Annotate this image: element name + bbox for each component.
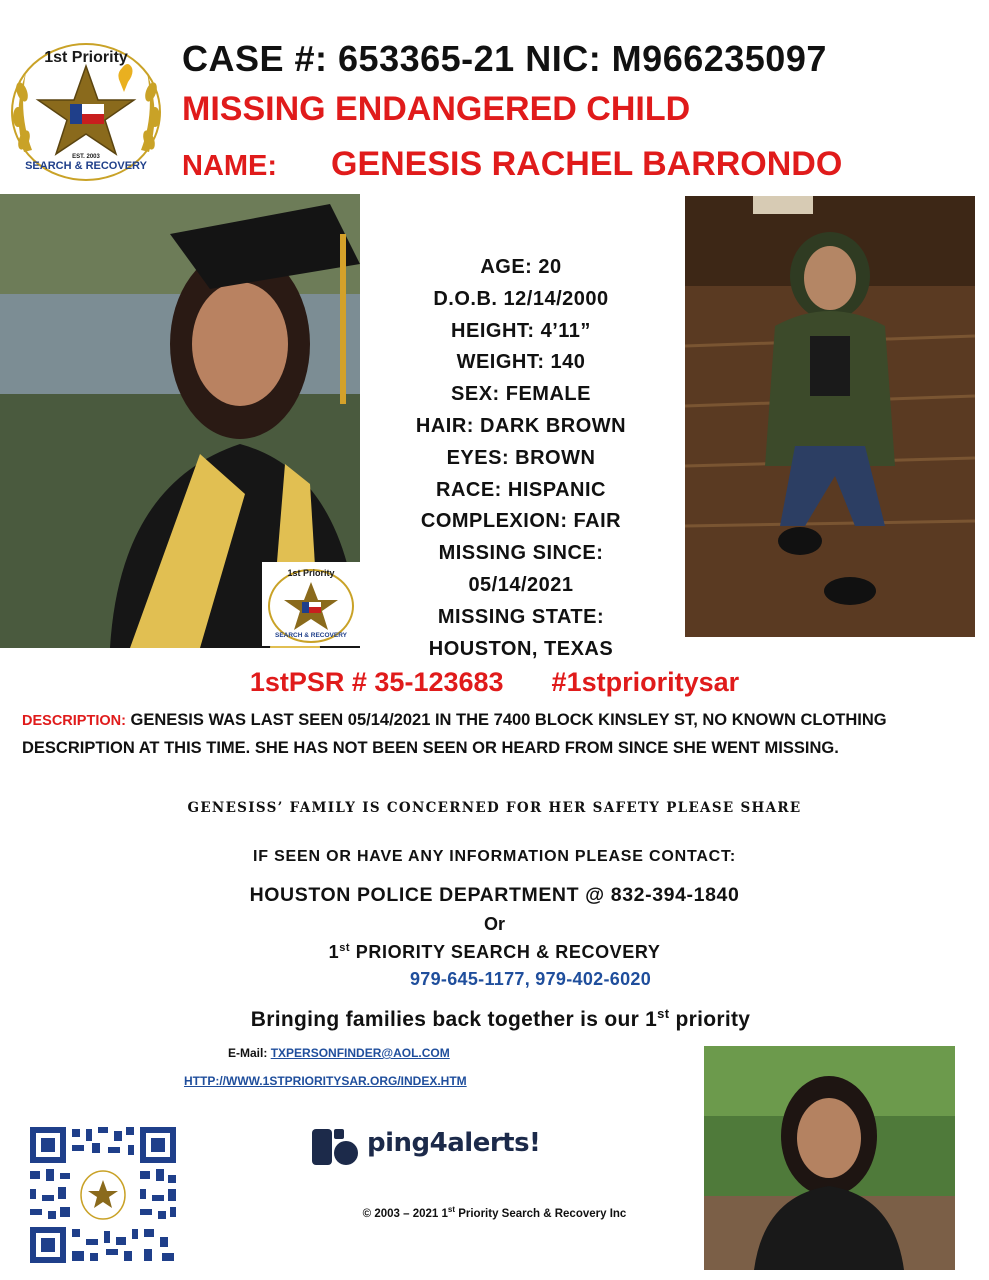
website-link[interactable]: HTTP://WWW.1STPRIORITYSAR.ORG/INDEX.HTM	[184, 1074, 467, 1088]
stat-height: HEIGHT: 4’11”	[451, 319, 591, 342]
contact-header: IF SEEN OR HAVE ANY INFORMATION PLEASE CONTACT:	[253, 848, 736, 865]
logo-est-text: EST. 2003	[72, 154, 100, 160]
case-number: CASE #: 653365-21 NIC: M966235097	[182, 38, 827, 79]
qr-code[interactable]	[28, 1125, 178, 1265]
description-text: GENESIS WAS LAST SEEN 05/14/2021 IN THE 7400 BLOCK KINSLEY ST, NO KNOWN CLOTHING DESCRIPTION AT THIS TIME. SHE HAS NOT BEEN SEEN OR HEARD FROM SINCE SHE WENT MISSING.	[22, 711, 887, 757]
email-link[interactable]: TXPERSONFINDER@AOL.COM	[270, 1046, 450, 1060]
org-name: PRIORITY SEARCH & RECOVERY	[350, 942, 661, 962]
stat-sex: SEX: FEMALE	[451, 383, 591, 406]
priority-logo	[4, 32, 169, 187]
description-label: DESCRIPTION:	[22, 713, 126, 729]
copyright-pre: © 2003 – 2021 1	[362, 1207, 448, 1220]
watermark-top-text: 1st Priority	[287, 568, 335, 578]
stat-missing-since-label: MISSING SINCE:	[438, 542, 604, 565]
email-line	[228, 1046, 450, 1060]
org-prefix: 1	[328, 942, 340, 962]
stat-eyes: EYES: BROWN	[446, 446, 596, 469]
psr-number: 1stPSR # 35-123683	[249, 667, 504, 697]
tagline-sup: st	[657, 1006, 670, 1021]
stat-hair: HAIR: DARK BROWN	[415, 414, 627, 437]
stat-missing-since-date: 05/14/2021	[468, 573, 574, 596]
stat-missing-state: HOUSTON, TEXAS	[428, 637, 614, 660]
hooded-jacket-photo	[685, 196, 975, 637]
copyright-sup: st	[447, 1205, 456, 1214]
org-sup: st	[339, 942, 351, 954]
logo-bottom-text: SEARCH & RECOVERY	[25, 160, 147, 172]
hashtag: #1stprioritysar	[551, 667, 740, 697]
ping4alerts-text: ping4alerts!	[367, 1128, 541, 1158]
or-text: Or	[483, 914, 505, 934]
tagline	[0, 1006, 989, 1032]
tagline-pre: Bringing families back together is our 1	[250, 1008, 658, 1031]
org-contact	[0, 942, 989, 963]
ribbon-icon	[118, 64, 132, 92]
logo-top-text: 1st Priority	[44, 49, 128, 66]
copyright-post: Priority Search & Recovery Inc	[455, 1207, 627, 1220]
stat-dob: D.O.B. 12/14/2000	[433, 287, 609, 310]
name-label: NAME:	[182, 150, 278, 182]
org-phones: 979-645-1177, 979-402-6020	[410, 969, 651, 989]
family-concern-text: GENESISS’ FAMILY IS CONCERNED FOR HER SAFETY PLEASE SHARE	[187, 800, 802, 816]
stat-age: AGE: 20	[480, 256, 562, 278]
description	[22, 707, 977, 762]
outdoor-photo	[704, 1046, 955, 1270]
stat-complexion: COMPLEXION: FAIR	[420, 510, 622, 533]
photo-watermark-logo	[262, 562, 360, 646]
ping4alerts-logo	[312, 1127, 362, 1167]
stat-weight: WEIGHT: 140	[456, 351, 586, 374]
missing-person-name: GENESIS RACHEL BARRONDO	[331, 145, 843, 183]
email-label: E-Mail:	[228, 1046, 268, 1060]
police-contact: HOUSTON POLICE DEPARTMENT @ 832-394-1840	[249, 884, 740, 906]
psr-line	[0, 667, 989, 698]
status-heading: MISSING ENDANGERED CHILD	[182, 90, 691, 128]
tagline-post: priority	[669, 1008, 751, 1031]
stat-race: RACE: HISPANIC	[436, 478, 606, 501]
person-stats	[380, 252, 662, 665]
stat-missing-state-label: MISSING STATE:	[437, 605, 605, 628]
watermark-bottom-text: SEARCH & RECOVERY	[275, 632, 347, 639]
